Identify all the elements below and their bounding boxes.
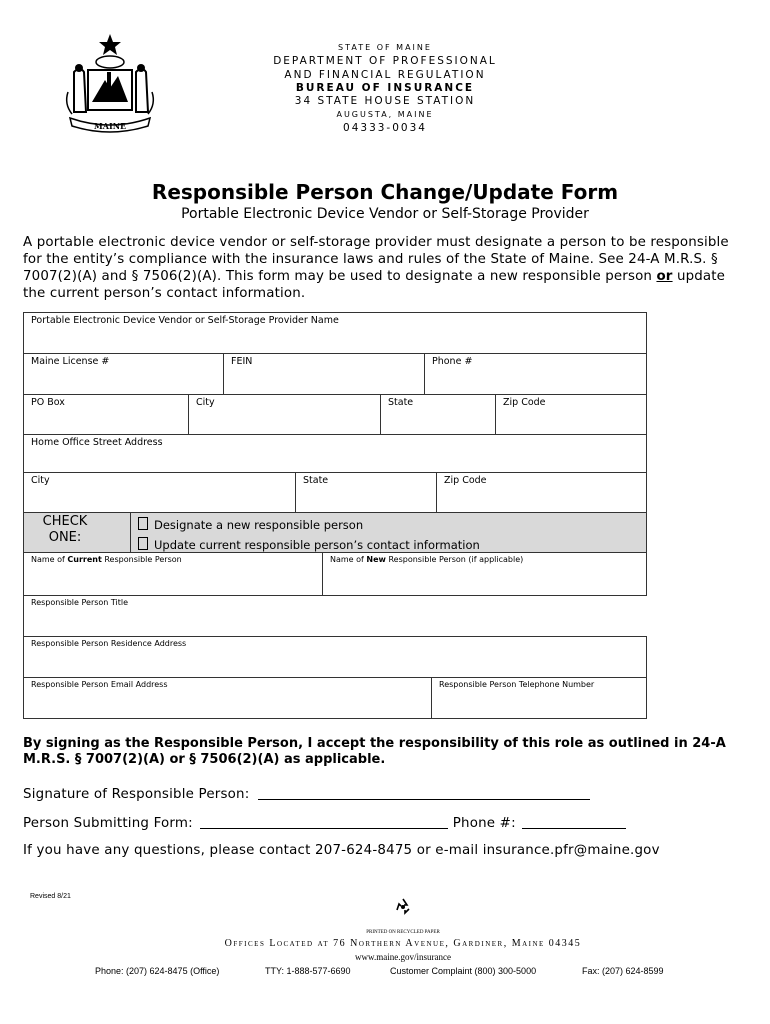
new-label-suffix: Responsible Person (if applicable) <box>385 555 524 564</box>
zip-label-1: Zip Code <box>503 397 546 408</box>
telephone-label: Responsible Person Telephone Number <box>439 680 595 689</box>
option-designate-new[interactable] <box>138 517 363 532</box>
zip-field-2[interactable] <box>436 472 647 513</box>
header-dept-line2: AND FINANCIAL REGULATION <box>284 69 486 81</box>
license-field[interactable] <box>23 353 224 395</box>
current-label-suffix: Responsible Person <box>101 555 182 564</box>
footer-tty: TTY: 1-888-577-6690 <box>265 966 351 976</box>
new-label-bold: New <box>366 555 386 564</box>
zip-field-1[interactable] <box>495 394 647 435</box>
svg-text:MAINE: MAINE <box>93 121 127 131</box>
check-label-2: ONE: <box>48 530 82 545</box>
header-station: 34 STATE HOUSE STATION <box>294 95 476 107</box>
city-label-2: City <box>31 475 50 486</box>
submitter-phone-input[interactable] <box>522 815 626 829</box>
person-title-label: Responsible Person Title <box>31 598 129 607</box>
new-person-field[interactable] <box>322 552 647 596</box>
header-city: AUGUSTA, MAINE <box>336 110 434 119</box>
po-box-field[interactable] <box>23 394 189 435</box>
revised-date: Revised 8/21 <box>30 893 71 900</box>
check-divider <box>130 513 131 552</box>
po-box-label: PO Box <box>31 397 65 408</box>
submitter-phone-label: Phone #: <box>452 816 516 831</box>
city-label-1: City <box>196 397 215 408</box>
phone-field[interactable] <box>424 353 647 395</box>
intro-text-after: update the current person’s contact information. <box>23 269 726 301</box>
state-label-2: State <box>303 475 329 486</box>
maine-state-seal <box>60 32 160 136</box>
person-title-field[interactable] <box>23 595 323 637</box>
submitter-line <box>23 815 626 831</box>
check-one-row <box>23 512 647 553</box>
website-link[interactable]: www.maine.gov/insurance <box>355 952 451 962</box>
recycle-icon <box>393 896 413 916</box>
header-zip: 04333-0034 <box>343 122 427 134</box>
telephone-field[interactable] <box>431 677 647 719</box>
current-person-field[interactable] <box>23 552 323 596</box>
checkbox-designate-new[interactable] <box>138 517 148 530</box>
footer-fax: Fax: (207) 624-8599 <box>582 966 664 976</box>
intro-paragraph <box>23 234 748 302</box>
current-label-prefix: Name of <box>31 555 68 564</box>
option-designate-new-label: Designate a new responsible person <box>154 518 364 532</box>
fein-label: FEIN <box>231 356 253 367</box>
state-field-1[interactable] <box>380 394 496 435</box>
header-bureau: BUREAU OF INSURANCE <box>295 82 475 94</box>
current-label-bold: Current <box>67 555 102 564</box>
printed-recycled: PRINTED ON RECYCLED PAPER <box>366 930 440 935</box>
residence-field[interactable] <box>23 636 647 678</box>
new-label-prefix: Name of <box>330 555 367 564</box>
email-label: Responsible Person Email Address <box>31 680 168 689</box>
office-address: Offices Located at 76 Northern Avenue, Gardiner, Maine 04345 <box>224 938 582 949</box>
fein-field[interactable] <box>223 353 425 395</box>
form-title: Responsible Person Change/Update Form <box>151 180 619 204</box>
option-update-current[interactable] <box>138 537 480 552</box>
phone-label: Phone # <box>432 356 473 367</box>
header-state: STATE OF MAINE <box>338 43 432 52</box>
email-field[interactable] <box>23 677 432 719</box>
signature-label: Signature of Responsible Person: <box>23 787 250 802</box>
signing-statement: By signing as the Responsible Person, I accept the responsibility of this role as outlined in 24-A M.R.S. § 7007(2)(A) or § 7506(2)(A) as applicable. <box>23 736 726 767</box>
signature-input[interactable] <box>258 786 590 800</box>
residence-label: Responsible Person Residence Address <box>31 639 187 648</box>
city-field-2[interactable] <box>23 472 296 513</box>
city-field-1[interactable] <box>188 394 381 435</box>
zip-label-2: Zip Code <box>444 475 487 486</box>
intro-or-word: or <box>656 269 673 284</box>
vendor-name-label: Portable Electronic Device Vendor or Self-Storage Provider Name <box>31 315 339 326</box>
state-field-2[interactable] <box>295 472 437 513</box>
intro-text-before: A portable electronic device vendor or self-storage provider must designate a person to be responsible for the entity’s compliance with the insurance laws and rules of the State of Maine. See 24-A M.R.S. § 7007(2)(A) and § 7506(2)(A). This form may be used to designate a new responsible person <box>23 235 729 284</box>
check-label-1: CHECK <box>42 514 88 529</box>
title-row-blank <box>322 595 647 637</box>
signature-line <box>23 786 590 802</box>
footer-complaint: Customer Complaint (800) 300-5000 <box>390 966 537 976</box>
form-subtitle: Portable Electronic Device Vendor or Self-Storage Provider <box>181 206 589 222</box>
footer-phone: Phone: (207) 624-8475 (Office) <box>95 966 220 976</box>
state-label-1: State <box>388 397 414 408</box>
vendor-name-field[interactable] <box>23 312 647 354</box>
license-label: Maine License # <box>31 356 110 367</box>
checkbox-update-current[interactable] <box>138 537 148 550</box>
home-address-field[interactable] <box>23 434 647 473</box>
contact-line: If you have any questions, please contact 207-624-8475 or e-mail insurance.pfr@maine.gov <box>23 843 660 858</box>
submitter-input[interactable] <box>200 815 448 829</box>
submitter-label: Person Submitting Form: <box>23 816 193 831</box>
home-address-label: Home Office Street Address <box>31 437 163 448</box>
option-update-current-label: Update current responsible person’s contact information <box>154 538 480 552</box>
header-dept-line1: DEPARTMENT OF PROFESSIONAL <box>273 55 497 67</box>
